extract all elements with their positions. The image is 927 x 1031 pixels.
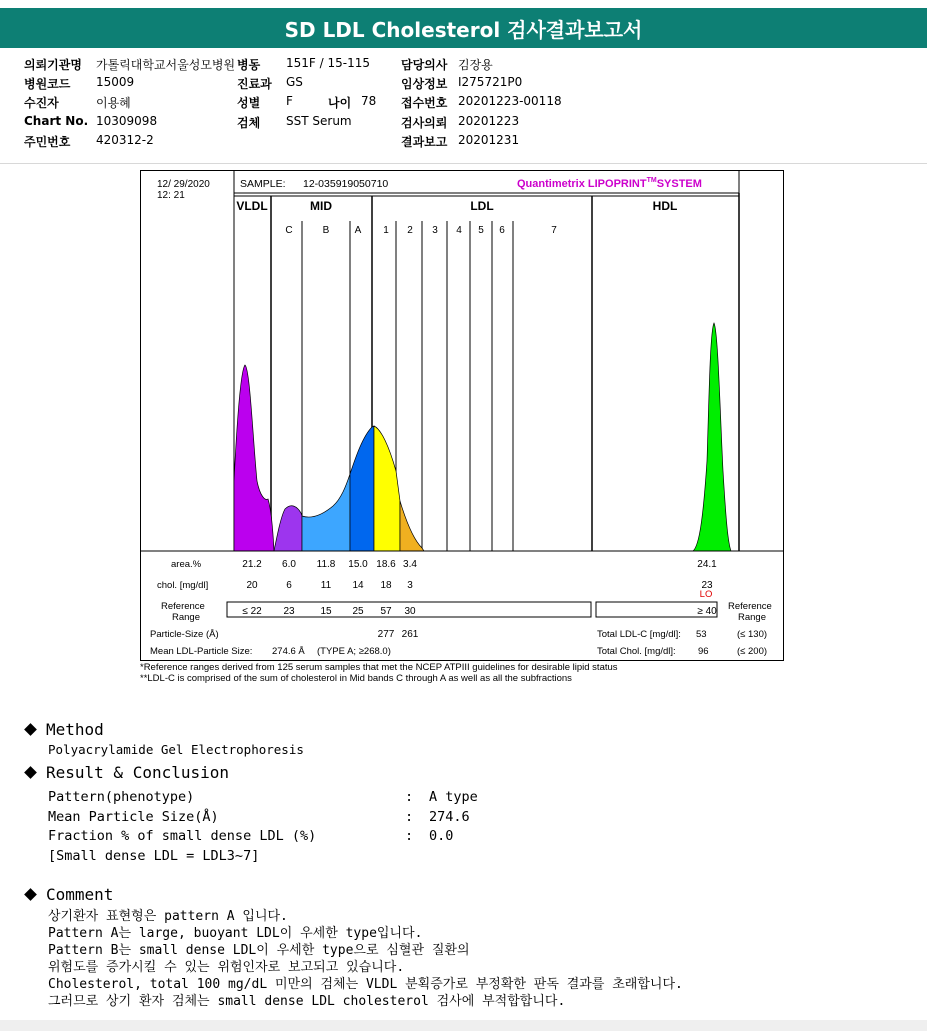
result-heading: Result & Conclusion [24,763,229,782]
comment-heading: Comment [24,885,113,904]
mean-size-type: (TYPE A; ≥268.0) [317,646,391,657]
table-cell-reference-range: 23 [283,606,295,617]
table-cell-chol-mgdl: 3 [407,580,413,591]
table-cell-chol-mgdl: 20 [246,580,258,591]
band-group-label: LDL [470,199,494,213]
chart-label: Chart No. [24,114,89,128]
row-chol-label: chol. [mg/dl] [157,580,209,591]
band-group-label: MID [310,199,332,213]
code-value: 15009 [96,75,135,89]
table-cell-particle-size: 277 [377,629,395,640]
table-cell-area-pct: 24.1 [697,559,717,570]
comment-line: 상기환자 표현형은 pattern A 입니다. [48,909,288,924]
peak-a [350,426,374,551]
diamond-bullet-icon [24,888,37,901]
result-row-fraction-sep: : [405,828,414,844]
subband-label: C [285,225,293,236]
table-cell-area-pct: 18.6 [376,559,396,570]
ward-label: 병동 [237,58,261,72]
table-cell-reference-range: ≥ 40 [697,606,717,617]
method-heading: Method [24,720,104,739]
mean-size-label: Mean LDL-Particle Size: [150,646,253,657]
clinical-label: 임상정보 [401,77,448,91]
comment-line: 위험도를 증가시킬 수 있는 위험인자로 보고되고 있습니다. [48,960,405,975]
row-ref-label-1: Reference [161,601,205,612]
subband-label: 2 [407,225,413,236]
result-row-pattern: Pattern(phenotype) [48,789,195,805]
total-chol-label: Total Chol. [mg/dl]: [597,646,676,657]
peak-ldl2 [400,501,424,551]
ref-right-label-2: Range [738,612,766,623]
table-cell-area-pct: 21.2 [242,559,262,570]
ssn-value: 420312-2 [96,133,154,147]
band-group-label: VLDL [236,199,268,213]
report-time: 12: 21 [157,190,185,201]
doctor-value: 김장용 [458,58,493,72]
total-ldl-ref: (≤ 130) [737,629,768,640]
brand-name: Quantimetrix LIPOPRINT™SYSTEM [517,177,702,190]
peak-vldl [234,365,274,551]
lipoprint-report [140,170,784,661]
result-row-fraction: Fraction % of small dense LDL (%) [48,828,317,844]
report-title: SD LDL Cholesterol 검사결과보고서 [0,8,927,48]
table-cell-chol-mgdl: 23 [701,580,713,591]
row-ref-label-2: Range [172,612,200,623]
result-row-size-value: 274.6 [429,809,470,825]
peak-c [274,506,302,551]
request-value: 20201223 [458,114,520,128]
sample-label: SAMPLE: [240,178,286,190]
table-cell-reference-range: 25 [352,606,364,617]
table-cell-reference-range: 30 [404,606,416,617]
table-cell-area-pct: 11.8 [316,559,336,570]
specimen-value: SST Serum [286,114,352,128]
table-cell-chol-mgdl: 11 [320,580,332,591]
result-date-value: 20201231 [458,133,520,147]
dept-value: GS [286,75,303,89]
result-note: [Small dense LDL = LDL3~7] [48,848,260,864]
clinical-value: I275721P0 [458,75,523,89]
electrophoresis-chart [141,171,784,661]
table-cell-area-pct: 15.0 [348,559,368,570]
divider [0,163,927,164]
ref-right-label-1: Reference [728,601,772,612]
table-cell-chol-mgdl: 6 [286,580,292,591]
result-row-pattern-value: A type [429,789,478,805]
receipt-label: 접수번호 [401,96,448,110]
peak-b [302,474,350,551]
subband-label: 5 [478,225,484,236]
subband-label: 3 [432,225,438,236]
subband-label: 7 [551,225,557,236]
subband-label: A [354,225,362,236]
sex-value: F [286,94,293,108]
total-chol-value: 96 [698,646,709,657]
row-area-label: area.% [171,559,202,570]
subband-label: B [322,225,330,236]
result-row-fraction-value: 0.0 [429,828,454,844]
hdl-lo-flag: LO [699,589,713,600]
dept-label: 진료과 [237,77,272,91]
hospital-label: 의뢰기관명 [24,58,82,72]
hospital-value: 가톨릭대학교서울성모병원 [96,58,236,72]
mean-size-value: 274.6 Å [272,646,305,657]
table-cell-area-pct: 6.0 [282,559,296,570]
patient-value: 이용혜 [96,96,131,110]
report-date: 12/ 29/2020 [157,179,210,190]
age-label: 나이 [328,96,352,110]
particle-size-label: Particle-Size (Å) [150,629,219,640]
table-cell-reference-range: 15 [320,606,332,617]
age-value: 78 [361,94,377,108]
subband-label: 4 [456,225,462,236]
subband-label: 1 [383,225,389,236]
ward-value: 151F / 15-115 [286,56,370,70]
comment-line: Pattern B는 small dense LDL이 우세한 type으로 심혈관 질환의 [48,943,470,958]
table-cell-reference-range: ≤ 22 [242,606,262,617]
receipt-value: 20201223-00118 [458,94,562,108]
result-date-label: 결과보고 [401,135,448,149]
table-cell-chol-mgdl: 18 [380,580,392,591]
comment-line: Cholesterol, total 100 mg/dL 미만의 검체는 VLDL 분획증가로 부정확한 판독 결과를 초래합니다. [48,977,683,992]
result-row-pattern-sep: : [405,789,414,805]
result-row-size: Mean Particle Size(Å) [48,809,219,825]
table-cell-chol-mgdl: 14 [352,580,364,591]
page-bottom-bar [0,1020,927,1031]
request-label: 검사의뢰 [401,116,448,130]
chart-value: 10309098 [96,114,158,128]
total-ldl-label: Total LDL-C [mg/dl]: [597,629,681,640]
ssn-label: 주민번호 [24,135,71,149]
sample-id: 12-035919050710 [303,178,389,190]
band-group-label: HDL [652,199,678,213]
footnote-1: *Reference ranges derived from 125 serum samples that met the NCEP ATPIII guidelines for desirable lipid status [140,662,618,673]
code-label: 병원코드 [24,77,71,91]
diamond-bullet-icon [24,723,37,736]
table-cell-area-pct: 3.4 [403,559,417,570]
doctor-label: 담당의사 [401,58,448,72]
table-cell-reference-range: 57 [380,606,392,617]
sex-label: 성별 [237,96,261,110]
total-ldl-value: 53 [696,629,707,640]
comment-line: 그러므로 상기 환자 검체는 small dense LDL cholesterol 검사에 부적합합니다. [48,994,566,1009]
footnote-2: **LDL-C is comprised of the sum of cholesterol in Mid bands C through A as well as all the subfractions [140,673,572,684]
comment-line: Pattern A는 large, buoyant LDL이 우세한 type입니다. [48,926,423,941]
table-cell-particle-size: 261 [401,629,419,640]
patient-label: 수진자 [24,96,59,110]
peak-hdl [693,323,731,551]
total-chol-ref: (≤ 200) [737,646,768,657]
subband-label: 6 [499,225,505,236]
result-row-size-sep: : [405,809,414,825]
specimen-label: 검체 [237,116,261,130]
diamond-bullet-icon [24,766,37,779]
method-text: Polyacrylamide Gel Electrophoresis [48,742,304,757]
